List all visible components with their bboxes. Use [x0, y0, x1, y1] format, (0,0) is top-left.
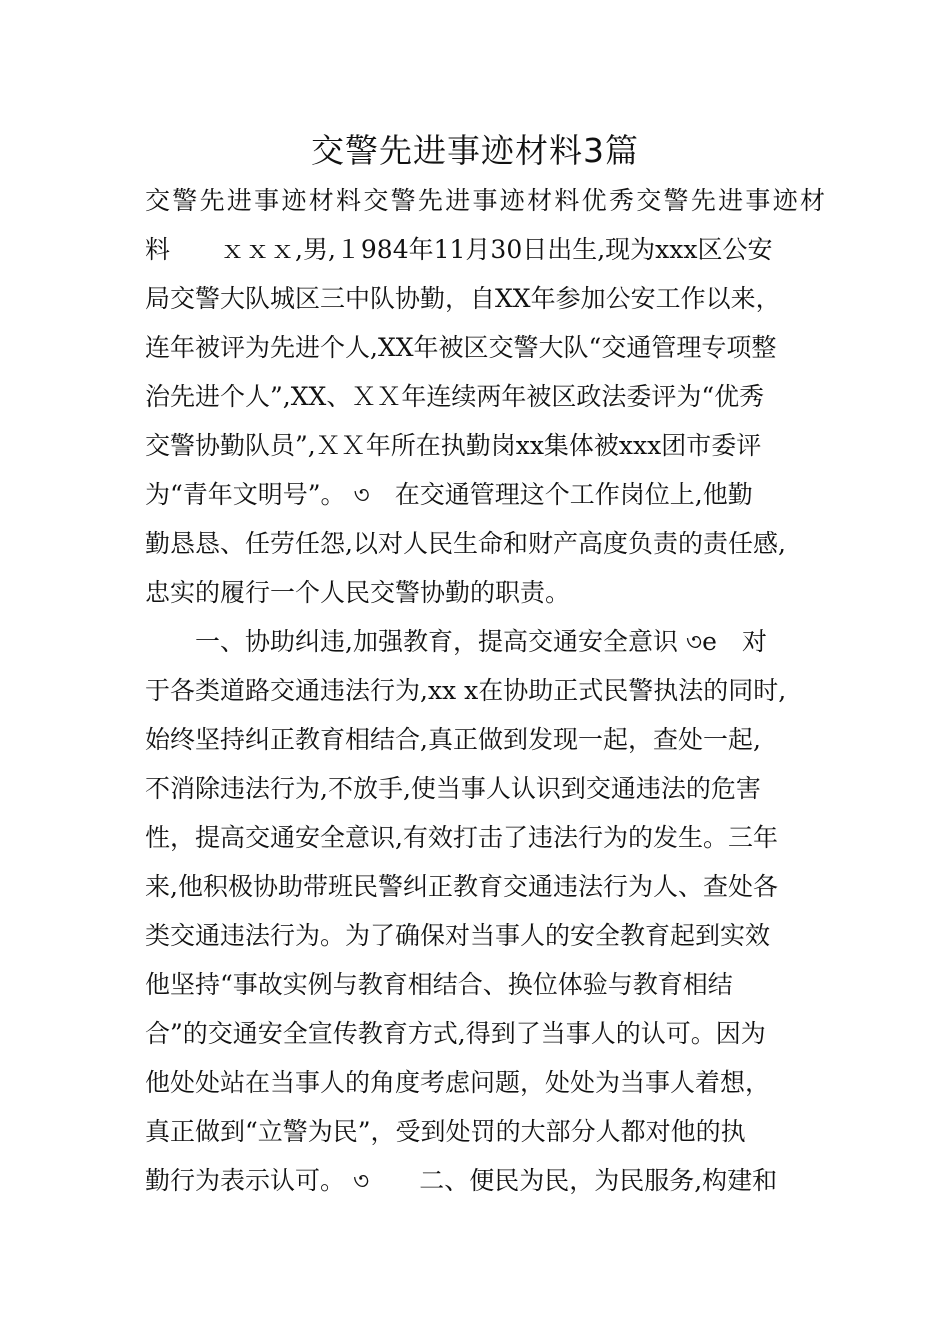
body-line: 他坚持“事故实例与教育相结合、换位体验与教育相结 [145, 970, 733, 999]
body-line: 不消除违法行为,不放手,使当事人认识到交通违法的危害 [145, 774, 761, 803]
body-line: 真正做到“立警为民”，受到处罚的大部分人都对他的执 [145, 1117, 746, 1146]
document-title: 交警先进事迹材料3篇 [311, 131, 639, 170]
body-line: 为“青年文明号”。 ৩ 在交通管理这个工作岗位上,他勤 [145, 480, 753, 509]
body-line: 勤行为表示认可。 ৩ 二、便民为民，为民服务,构建和 [145, 1166, 778, 1195]
body-line: 合”的交通安全宣传教育方式,得到了当事人的认可。因为 [145, 1019, 766, 1048]
body-line: 连年被评为先进个人,XX年被区交警大队“交通管理专项整 [145, 333, 777, 362]
body-line: 类交通违法行为。为了确保对当事人的安全教育起到实效 [145, 921, 771, 950]
body-line: 料 ｘｘｘ,男,１984年11月30日出生,现为xxx区公安 [145, 235, 773, 264]
body-line: 他处处站在当事人的角度考虑问题，处处为当事人着想， [145, 1068, 771, 1097]
body-line: 始终坚持纠正教育相结合,真正做到发现一起，查处一起, [145, 725, 761, 754]
body-line: 交警先进事迹材料交警先进事迹材料优秀交警先进事迹材 [145, 186, 825, 215]
body-line: 交警协勤队员”,ＸＸ年所在执勤岗xx集体被xxx团市委评 [145, 431, 762, 460]
body-line: 忠实的履行一个人民交警协勤的职责。 [145, 578, 571, 607]
body-line: 来,他积极协助带班民警纠正教育交通违法行为人、查处各 [145, 872, 778, 901]
body-line: 一、协助纠违,加强教育，提高交通安全意识 ৩e 对 [195, 627, 767, 656]
body-line: 性，提高交通安全意识,有效打击了违法行为的发生。三年 [145, 823, 778, 852]
body-line: 于各类道路交通违法行为,xx x在协助正式民警执法的同时, [145, 676, 787, 705]
body-line: 局交警大队城区三中队协勤，自XX年参加公安工作以来， [145, 284, 781, 313]
body-line: 治先进个人”,XX、ＸＸ年连续两年被区政法委评为“优秀 [145, 382, 765, 411]
document-body [145, 176, 825, 1205]
body-line: 勤恳恳、任劳任怨,以对人民生命和财产高度负责的责任感, [145, 529, 786, 558]
